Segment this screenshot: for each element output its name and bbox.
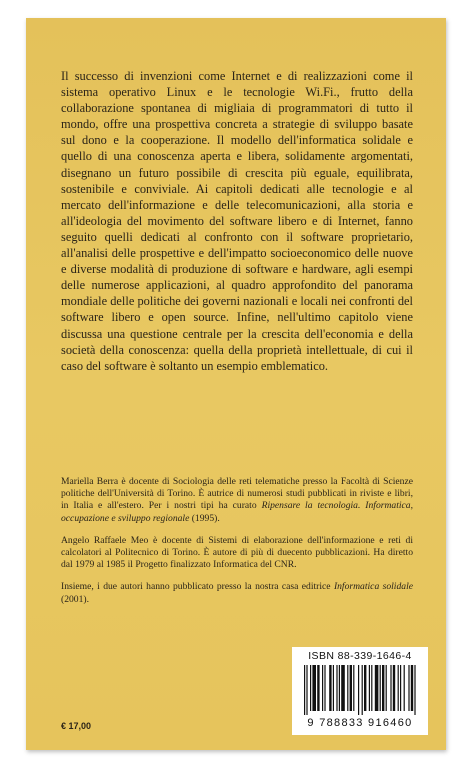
isbn-text: ISBN 88-339-1646-4	[308, 650, 412, 662]
barcode-bar	[350, 665, 352, 711]
barcode-bar	[362, 665, 363, 715]
barcode-bar	[324, 665, 325, 711]
barcode-bar	[408, 665, 409, 711]
barcode-bar	[390, 665, 391, 711]
bio-meo	[61, 535, 413, 572]
barcode-bar	[380, 665, 381, 711]
barcode-bar	[322, 665, 323, 711]
barcode-bar	[336, 665, 337, 711]
barcode-bar	[341, 665, 345, 711]
barcode-bar	[333, 665, 334, 711]
barcode-bar	[347, 665, 348, 711]
book-back-cover	[26, 18, 446, 750]
barcode-bar	[382, 665, 384, 711]
author-bios	[61, 476, 413, 616]
bio-joint	[61, 581, 413, 605]
barcode-label	[292, 647, 428, 735]
ean-text: 9 788833 916460	[307, 717, 413, 729]
barcode-bar	[414, 665, 415, 715]
price-label: € 17,00	[61, 721, 92, 731]
bio-joint-title: Informatica solidale	[333, 581, 413, 593]
barcode-bar	[364, 665, 366, 711]
barcode-bar	[329, 665, 331, 711]
barcode-bar	[404, 665, 405, 711]
barcode-bar	[353, 665, 354, 711]
barcode-bar	[358, 665, 359, 715]
barcode-bar	[393, 665, 395, 711]
barcode-bar	[317, 665, 319, 711]
barcode-bar	[310, 665, 311, 711]
barcode-bar	[304, 665, 305, 715]
bio-joint-text: Insieme, i due autori hanno pubblicato presso la nostra casa editrice	[61, 581, 334, 593]
barcode-bar	[312, 665, 316, 711]
bio-meo-text: Angelo Raffaele Meo è docente di Sistemi di elaborazione dell'informazione e reti di calcolatori al Politecnico di Torino. È autore di più di duecento pubblicazioni. Ha diretto dal 1979 al 1985 il Progetto finalizzato Informatica del CNR.	[61, 534, 413, 571]
barcode-bar	[375, 665, 379, 711]
barcode-bar	[398, 665, 399, 711]
bio-berra-title: Ripensare la tecnologia. Informatica, occupazione e sviluppo regionale	[61, 500, 413, 524]
bio-joint-year: (2001).	[61, 593, 89, 605]
bio-berra-year: (1995).	[189, 512, 220, 524]
bio-berra-text: Mariella Berra è docente di Sociologia delle reti telematiche presso la Facoltà di Scienze politiche dell'Università di Torino. È autrice di numerosi studi pubblicati in riviste e libri, in Italia e all'estero. Per i nostri tipi ha curato	[61, 476, 413, 512]
blurb-text: Il successo di invenzioni come Internet e di realizzazioni come il sistema operativo Linux e le tecnologie Wi.Fi., frutto della collaborazione spontanea di migliaia di programmatori di tutto il mondo, offre una prospettiva concreta a strategie di sviluppo basate sul dono e la cooperazione. Il modello dell'informatica solidale e quello di una conoscenza aperta e libera, solidamente argomentati, disegnano un futuro possibile di crescita più eguale, equilibrata, sostenibile e conviviale. Ai capitoli dedicati alle tecnologie e al mercato dell'informazione e delle telecomunicazioni, alla storia e all'ideologia del movimento del software libero e di Internet, fanno seguito quelli dedicati al confronto con il software proprietario, all'analisi delle prospettive e dell'impatto socioeconomico delle nuove e diverse modalità di produzione di software e hardware, agli esempi delle numerose applicazioni, al quadro approfondito del panorama mondiale delle politiche dei governi nazionali e locali nei confronti del software libero e open source. Infine, nell'ultimo capitolo viene discussa una questione centrale per la crescita dell'economia e della società della conoscenza: quella della proprietà intellettuale, di cui il caso del software è soltanto un esempio emblematico.	[61, 69, 413, 373]
barcode-bar	[411, 665, 413, 711]
barcode-bar	[339, 665, 340, 711]
barcode-icon	[302, 665, 418, 715]
barcode-bar	[306, 665, 307, 715]
barcode-bar	[371, 665, 372, 711]
barcode-bar	[400, 665, 401, 711]
barcode-bar	[386, 665, 387, 711]
barcode-bar	[369, 665, 370, 711]
bio-berra	[61, 476, 413, 525]
